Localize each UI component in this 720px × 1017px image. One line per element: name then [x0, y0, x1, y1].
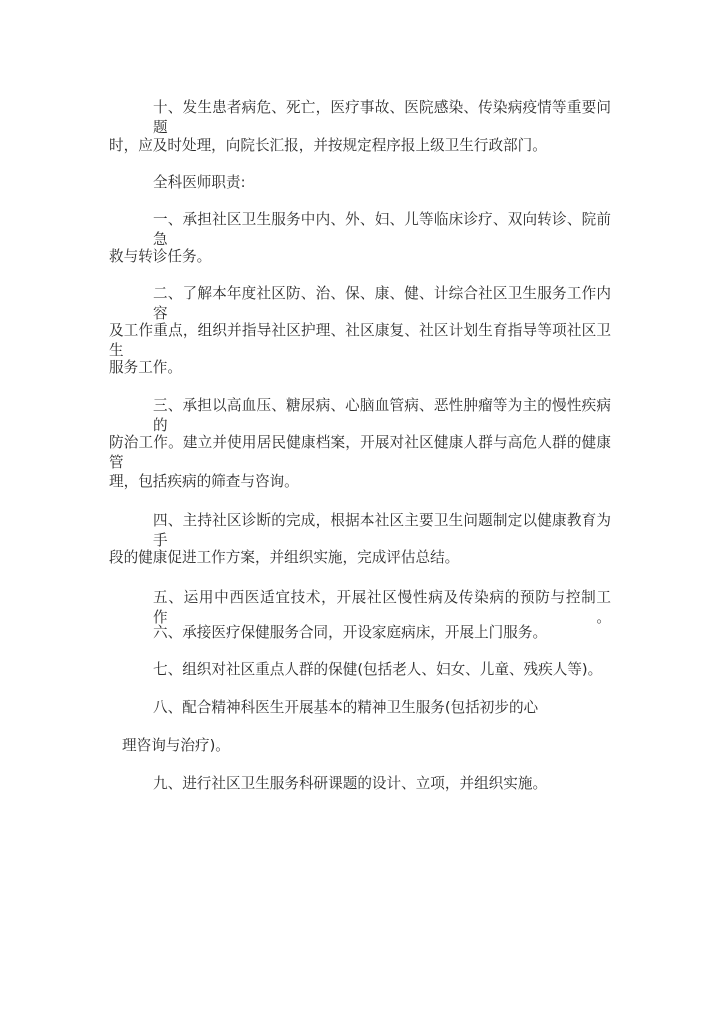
section-heading: 全科医师职责:: [153, 174, 246, 191]
paragraph-10-line-2: 时，应及时处理，向院长汇报，并按规定程序报上级卫生行政部门。: [109, 137, 547, 154]
paragraph-10-line-1: 十、发生患者病危、死亡，医疗事故、医院感染、传染病疫情等重要问题: [153, 99, 611, 136]
duty-5: 五、运用中西医适宜技术，开展社区慢性病及传染病的预防与控制工作。: [153, 589, 611, 626]
duty-8-line-1: 八、配合精神科医生开展基本的精神卫生服务(包括初步的心: [153, 699, 539, 716]
duty-1-line-1: 一、承担社区卫生服务中内、外、妇、儿等临床诊疗、双向转诊、院前急: [153, 211, 611, 248]
duty-7: 七、组织对社区重点人群的保健(包括老人、妇女、儿童、残疾人等)。: [153, 661, 603, 678]
duty-6: 六、承接医疗保健服务合同，开设家庭病床，开展上门服务。: [153, 624, 548, 641]
duty-9: 九、进行社区卫生服务科研课题的设计、立项，并组织实施。: [153, 775, 548, 792]
duty-4-line-2: 段的健康促进工作方案，并组织实施，完成评估总结。: [109, 549, 460, 566]
duty-1-line-2: 救与转诊任务。: [109, 248, 212, 265]
duty-3-line-1: 三、承担以高血压、糖尿病、心脑血管病、恶性肿瘤等为主的慢性疾病的: [153, 397, 611, 434]
duty-4-line-1: 四、主持社区诊断的完成，根据本社区主要卫生问题制定以健康教育为手: [153, 512, 611, 549]
duty-2-line-1: 二、了解本年度社区防、治、保、康、健、计综合社区卫生服务工作内容: [153, 285, 611, 322]
duty-3-line-2: 防治工作。建立并使用居民健康档案，开展对社区健康人群与高危人群的健康管: [109, 434, 611, 471]
duty-2-line-3: 服务工作。: [109, 359, 182, 376]
duty-8-line-2: 理咨询与治疗)。: [122, 737, 230, 754]
duty-3-line-3: 理，包括疾病的筛查与咨询。: [109, 473, 299, 490]
duty-2-line-2: 及工作重点，组织并指导社区护理、社区康复、社区计划生育指导等项社区卫生: [109, 322, 611, 359]
